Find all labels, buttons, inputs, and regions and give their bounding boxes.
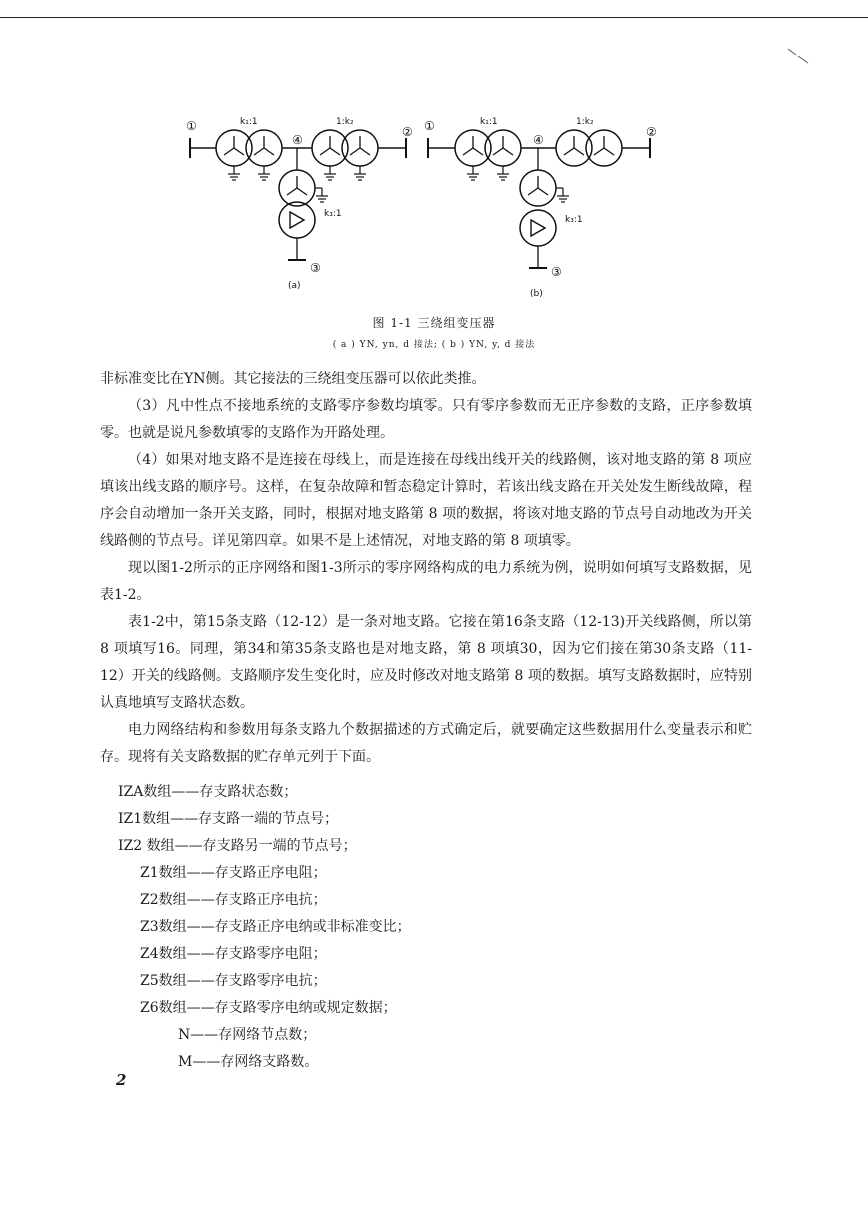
diagram-b-node2: ② xyxy=(646,125,657,139)
diagram-b-node4: ④ xyxy=(533,133,544,147)
diagram-b xyxy=(424,117,657,299)
diagram-a-label: (a) xyxy=(288,281,301,291)
diagram-a-k3: k₃:1 xyxy=(324,209,342,219)
storage-unit-list xyxy=(100,779,411,1076)
list-item: IZA数组——存支路状态数； xyxy=(118,784,298,800)
paragraph: 非标准变比在YN侧。其它接法的三绕组变压器可以依此类推。 xyxy=(100,371,486,387)
figure-subcaption: ( a ) YN, yn, d 接法; ( b ) YN, y, d 接法 xyxy=(332,340,536,350)
paragraph: 现以图1-2所示的正序网络和图1-3所示的零序网络构成的电力系统为例，说明如何填写支路数据，见表1-2。 xyxy=(100,560,752,603)
figure-caption: 图 1-1 三绕组变压器 xyxy=(372,316,496,330)
diagram-a-node4: ④ xyxy=(292,133,303,147)
list-item: M——存网络支路数。 xyxy=(178,1054,319,1070)
list-item: Z5数组——存支路零序电抗； xyxy=(140,973,327,989)
scan-mark xyxy=(786,46,812,66)
list-item: Z4数组——存支路零序电阻； xyxy=(140,946,327,962)
list-item: IZ2 数组——存支路另一端的节点号； xyxy=(118,838,357,854)
paragraph: （3）凡中性点不接地系统的支路零序参数均填零。只有零序参数而无正序参数的支路，正序参数填零。也就是说凡参数填零的支路作为开路处理。 xyxy=(100,398,752,441)
list-item: Z6数组——存支路零序电纳或规定数据； xyxy=(140,1000,397,1016)
paragraph: 电力网络结构和参数用每条支路九个数据描述的方式确定后，就要确定这些数据用什么变量表示和贮存。现将有关支路数据的贮存单元列于下面。 xyxy=(100,722,752,765)
diagram-b-k2: 1:k₂ xyxy=(576,117,594,127)
diagram-b-node1: ① xyxy=(424,119,435,133)
list-item: Z2数组——存支路正序电抗； xyxy=(140,892,327,908)
body-text xyxy=(100,366,752,771)
transformer-figure xyxy=(170,110,670,305)
list-item: IZ1数组——存支路一端的节点号； xyxy=(118,811,339,827)
diagram-b-label: (b) xyxy=(530,289,543,299)
list-item: Z3数组——存支路正序电纳或非标准变比； xyxy=(140,919,411,935)
paragraph: 表1-2中，第15条支路（12-12）是一条对地支路。它接在第16条支路（12-13)开关线路侧，所以第 8 项填写16。同理，第34和第35条支路也是对地支路，第 8 项填30，因为它们接在第30条支路（11-12）开关的线路侧。支路顺序发生变化时，应及时修改对地支路第 8 项的数据。填写支路数据时，应特别认真地填写支路状态数。 xyxy=(100,614,752,711)
diagram-a-k2: 1:k₂ xyxy=(336,117,354,127)
list-item: N——存网络节点数； xyxy=(178,1027,317,1043)
top-border-line xyxy=(0,17,868,18)
paragraph: （4）如果对地支路不是连接在母线上，而是连接在母线出线开关的线路侧，该对地支路的第 8 项应填该出线支路的顺序号。这样，在复杂故障和暂态稳定计算时，若该出线支路在开关处发生断线故障，程序会自动增加一条开关支路，同时，根据对地支路第 8 项的数据，将该对地支路的节点号自动地改为开关线路侧的节点号。详见第四章。如果不是上述情况，对地支路的第 8 项填零。 xyxy=(100,452,752,549)
list-item: Z1数组——存支路正序电阻； xyxy=(140,865,327,881)
diagram-a xyxy=(186,117,413,291)
diagram-b-k3: k₃:1 xyxy=(565,215,583,225)
page-number: 2 xyxy=(116,1071,127,1089)
diagram-b-k1: k₁:1 xyxy=(480,117,498,127)
diagram-a-node2: ② xyxy=(402,125,413,139)
diagram-a-node1: ① xyxy=(186,119,197,133)
diagram-a-node3: ③ xyxy=(310,261,321,275)
diagram-a-k1: k₁:1 xyxy=(240,117,258,127)
three-winding-transformer-diagram xyxy=(170,110,670,305)
diagram-b-node3: ③ xyxy=(551,265,562,279)
